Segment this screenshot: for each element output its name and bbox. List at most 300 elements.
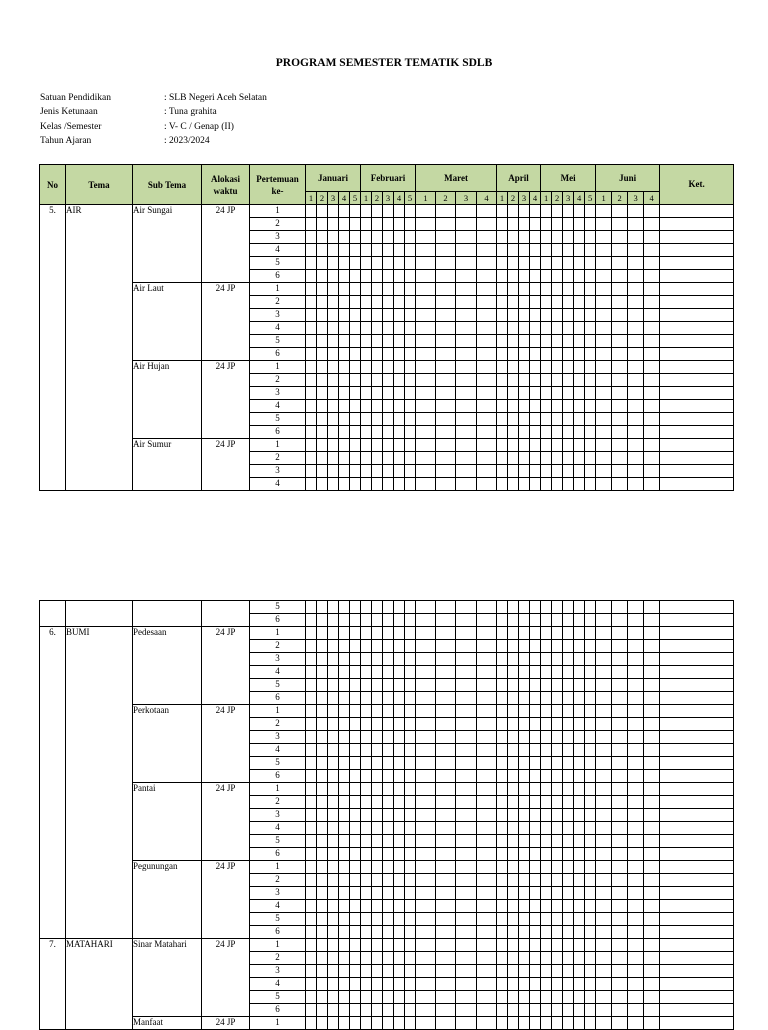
week-cell	[416, 400, 436, 413]
week-cell	[508, 718, 519, 731]
week-cell	[383, 1017, 394, 1030]
week-cell	[405, 348, 416, 361]
week-cell	[574, 900, 585, 913]
week-cell	[477, 770, 497, 783]
week-number: 2	[436, 192, 456, 205]
week-cell	[306, 478, 317, 491]
week-cell	[328, 218, 339, 231]
week-cell	[541, 400, 552, 413]
ket-cell	[660, 991, 734, 1004]
week-cell	[436, 731, 456, 744]
week-cell	[497, 283, 508, 296]
week-cell	[530, 374, 541, 387]
week-cell	[574, 465, 585, 478]
week-cell	[508, 900, 519, 913]
week-cell	[394, 679, 405, 692]
week-cell	[361, 257, 372, 270]
week-cell	[519, 666, 530, 679]
week-cell	[383, 731, 394, 744]
week-cell	[339, 1004, 350, 1017]
week-cell	[552, 400, 563, 413]
week-number: 1	[306, 192, 317, 205]
week-cell	[596, 796, 612, 809]
week-cell	[372, 426, 383, 439]
week-cell	[383, 861, 394, 874]
week-cell	[596, 822, 612, 835]
meeting-number: 5	[250, 413, 306, 426]
meeting-number: 3	[250, 809, 306, 822]
week-cell	[317, 270, 328, 283]
week-cell	[612, 679, 628, 692]
week-cell	[477, 978, 497, 991]
week-cell	[541, 283, 552, 296]
week-cell	[350, 205, 361, 218]
week-cell	[372, 452, 383, 465]
week-cell	[628, 283, 644, 296]
week-cell	[530, 1017, 541, 1030]
week-cell	[541, 692, 552, 705]
week-cell	[361, 913, 372, 926]
week-cell	[394, 718, 405, 731]
week-cell	[394, 887, 405, 900]
week-cell	[317, 783, 328, 796]
week-cell	[350, 978, 361, 991]
week-cell	[383, 653, 394, 666]
meeting-number: 6	[250, 1004, 306, 1017]
week-cell	[350, 692, 361, 705]
week-cell	[628, 270, 644, 283]
week-cell	[644, 1004, 660, 1017]
week-cell	[552, 322, 563, 335]
week-cell	[596, 913, 612, 926]
week-cell	[339, 796, 350, 809]
week-cell	[563, 692, 574, 705]
week-cell	[394, 952, 405, 965]
week-cell	[405, 705, 416, 718]
week-cell	[306, 900, 317, 913]
week-cell	[306, 601, 317, 614]
week-cell	[339, 757, 350, 770]
week-cell	[563, 666, 574, 679]
week-cell	[508, 1017, 519, 1030]
week-cell	[612, 426, 628, 439]
week-cell	[519, 952, 530, 965]
week-cell	[405, 900, 416, 913]
ket-cell	[660, 692, 734, 705]
week-cell	[361, 718, 372, 731]
week-cell	[530, 296, 541, 309]
week-cell	[508, 601, 519, 614]
week-cell	[541, 439, 552, 452]
week-cell	[585, 757, 596, 770]
meeting-number: 4	[250, 978, 306, 991]
week-cell	[416, 361, 436, 374]
week-cell	[383, 809, 394, 822]
week-cell	[596, 679, 612, 692]
week-cell	[508, 926, 519, 939]
week-cell	[552, 822, 563, 835]
week-cell	[508, 952, 519, 965]
week-cell	[416, 465, 436, 478]
meeting-number: 2	[250, 452, 306, 465]
week-cell	[519, 309, 530, 322]
week-cell	[552, 387, 563, 400]
week-number: 3	[328, 192, 339, 205]
ket-cell	[660, 205, 734, 218]
week-cell	[519, 913, 530, 926]
week-cell	[508, 731, 519, 744]
week-cell	[644, 900, 660, 913]
week-cell	[339, 361, 350, 374]
week-cell	[306, 939, 317, 952]
meeting-number: 5	[250, 991, 306, 1004]
meeting-number: 4	[250, 478, 306, 491]
week-cell	[574, 361, 585, 374]
week-cell	[497, 900, 508, 913]
week-cell	[317, 926, 328, 939]
week-cell	[574, 874, 585, 887]
week-cell	[339, 640, 350, 653]
week-cell	[372, 926, 383, 939]
week-cell	[456, 978, 477, 991]
week-cell	[436, 296, 456, 309]
week-cell	[519, 374, 530, 387]
week-cell	[574, 614, 585, 627]
week-cell	[436, 218, 456, 231]
week-cell	[519, 770, 530, 783]
week-cell	[436, 679, 456, 692]
week-cell	[350, 400, 361, 413]
week-cell	[436, 361, 456, 374]
week-cell	[394, 296, 405, 309]
week-cell	[317, 692, 328, 705]
week-cell	[383, 627, 394, 640]
week-cell	[541, 374, 552, 387]
week-cell	[361, 835, 372, 848]
week-cell	[628, 296, 644, 309]
week-cell	[552, 757, 563, 770]
week-cell	[306, 653, 317, 666]
week-cell	[596, 244, 612, 257]
week-cell	[477, 653, 497, 666]
week-cell	[350, 913, 361, 926]
week-cell	[574, 770, 585, 783]
week-cell	[372, 809, 383, 822]
week-cell	[628, 413, 644, 426]
week-cell	[497, 653, 508, 666]
week-cell	[394, 413, 405, 426]
week-cell	[477, 809, 497, 822]
week-cell	[477, 614, 497, 627]
alokasi-value	[202, 601, 250, 627]
week-cell	[574, 601, 585, 614]
week-cell	[612, 692, 628, 705]
info-block	[40, 91, 267, 148]
week-cell	[530, 614, 541, 627]
week-cell	[644, 218, 660, 231]
week-cell	[405, 653, 416, 666]
week-cell	[612, 666, 628, 679]
week-cell	[574, 257, 585, 270]
week-cell	[383, 783, 394, 796]
meeting-row	[40, 627, 734, 640]
week-cell	[563, 244, 574, 257]
week-cell	[394, 465, 405, 478]
week-cell	[328, 978, 339, 991]
week-cell	[585, 601, 596, 614]
week-cell	[552, 744, 563, 757]
week-cell	[405, 692, 416, 705]
week-cell	[519, 653, 530, 666]
week-cell	[530, 640, 541, 653]
week-cell	[644, 205, 660, 218]
week-cell	[508, 205, 519, 218]
week-cell	[585, 400, 596, 413]
week-cell	[612, 1017, 628, 1030]
week-cell	[552, 244, 563, 257]
week-cell	[416, 783, 436, 796]
meeting-row	[40, 439, 734, 452]
week-cell	[530, 913, 541, 926]
week-cell	[416, 205, 436, 218]
week-cell	[644, 965, 660, 978]
week-cell	[612, 848, 628, 861]
week-cell	[416, 627, 436, 640]
week-cell	[350, 653, 361, 666]
week-cell	[574, 640, 585, 653]
week-cell	[612, 270, 628, 283]
week-cell	[508, 387, 519, 400]
week-cell	[552, 783, 563, 796]
ket-cell	[660, 861, 734, 874]
week-cell	[317, 283, 328, 296]
week-cell	[563, 809, 574, 822]
week-cell	[317, 640, 328, 653]
week-cell	[350, 413, 361, 426]
week-cell	[552, 452, 563, 465]
week-cell	[317, 835, 328, 848]
week-cell	[644, 231, 660, 244]
week-cell	[519, 614, 530, 627]
week-cell	[519, 887, 530, 900]
week-cell	[328, 991, 339, 1004]
week-cell	[552, 231, 563, 244]
week-cell	[644, 653, 660, 666]
week-cell	[339, 244, 350, 257]
week-cell	[436, 926, 456, 939]
week-cell	[644, 757, 660, 770]
week-cell	[416, 244, 436, 257]
subtheme-name: Pedesaan	[133, 627, 202, 705]
week-cell	[350, 666, 361, 679]
week-cell	[394, 692, 405, 705]
week-cell	[394, 283, 405, 296]
week-cell	[612, 205, 628, 218]
week-cell	[306, 296, 317, 309]
week-cell	[383, 231, 394, 244]
week-cell	[477, 400, 497, 413]
meeting-number: 4	[250, 400, 306, 413]
week-cell	[628, 835, 644, 848]
week-cell	[552, 1004, 563, 1017]
week-cell	[596, 640, 612, 653]
week-cell	[394, 400, 405, 413]
week-cell	[644, 848, 660, 861]
week-cell	[519, 835, 530, 848]
week-cell	[596, 887, 612, 900]
week-cell	[394, 627, 405, 640]
week-cell	[596, 601, 612, 614]
week-cell	[416, 822, 436, 835]
week-cell	[508, 231, 519, 244]
week-cell	[563, 770, 574, 783]
week-cell	[306, 731, 317, 744]
week-cell	[361, 809, 372, 822]
week-cell	[574, 705, 585, 718]
week-cell	[339, 783, 350, 796]
week-cell	[383, 978, 394, 991]
week-cell	[456, 991, 477, 1004]
week-cell	[339, 952, 350, 965]
week-cell	[456, 1004, 477, 1017]
week-cell	[596, 926, 612, 939]
week-cell	[477, 913, 497, 926]
week-cell	[405, 322, 416, 335]
week-cell	[436, 978, 456, 991]
week-cell	[456, 205, 477, 218]
week-cell	[628, 796, 644, 809]
week-cell	[552, 296, 563, 309]
week-cell	[339, 348, 350, 361]
week-cell	[372, 309, 383, 322]
week-cell	[530, 309, 541, 322]
week-cell	[317, 296, 328, 309]
week-cell	[477, 679, 497, 692]
week-cell	[585, 965, 596, 978]
ket-cell	[660, 705, 734, 718]
week-cell	[596, 770, 612, 783]
week-cell	[405, 465, 416, 478]
week-cell	[394, 426, 405, 439]
week-cell	[541, 757, 552, 770]
week-cell	[552, 465, 563, 478]
week-cell	[350, 309, 361, 322]
week-cell	[436, 848, 456, 861]
week-cell	[552, 991, 563, 1004]
week-cell	[596, 952, 612, 965]
week-cell	[361, 822, 372, 835]
program-table-page-1	[39, 164, 734, 491]
week-cell	[596, 718, 612, 731]
week-cell	[456, 887, 477, 900]
week-cell	[328, 205, 339, 218]
week-cell	[519, 861, 530, 874]
week-cell	[339, 627, 350, 640]
week-cell	[361, 361, 372, 374]
week-cell	[477, 965, 497, 978]
week-cell	[519, 478, 530, 491]
week-cell	[372, 640, 383, 653]
week-cell	[383, 757, 394, 770]
meeting-number: 3	[250, 653, 306, 666]
week-cell	[350, 465, 361, 478]
week-cell	[530, 666, 541, 679]
week-cell	[563, 848, 574, 861]
week-cell	[306, 965, 317, 978]
meeting-number: 6	[250, 614, 306, 627]
week-cell	[306, 231, 317, 244]
week-cell	[339, 887, 350, 900]
week-cell	[339, 452, 350, 465]
week-cell	[477, 361, 497, 374]
week-cell	[394, 1017, 405, 1030]
week-cell	[394, 822, 405, 835]
week-cell	[394, 348, 405, 361]
info-value: : SLB Negeri Aceh Selatan	[164, 93, 267, 103]
ket-cell	[660, 926, 734, 939]
week-cell	[361, 231, 372, 244]
week-cell	[372, 913, 383, 926]
week-cell	[394, 601, 405, 614]
week-cell	[372, 770, 383, 783]
meeting-number: 1	[250, 439, 306, 452]
week-cell	[350, 939, 361, 952]
week-cell	[497, 783, 508, 796]
week-cell	[563, 1004, 574, 1017]
ket-cell	[660, 900, 734, 913]
week-cell	[477, 465, 497, 478]
week-cell	[552, 426, 563, 439]
week-cell	[317, 218, 328, 231]
week-cell	[416, 965, 436, 978]
week-cell	[456, 270, 477, 283]
week-cell	[612, 439, 628, 452]
week-cell	[328, 640, 339, 653]
week-cell	[497, 601, 508, 614]
ket-cell	[660, 270, 734, 283]
week-cell	[574, 822, 585, 835]
week-cell	[339, 1017, 350, 1030]
week-cell	[519, 874, 530, 887]
week-cell	[394, 991, 405, 1004]
week-cell	[436, 705, 456, 718]
meeting-number: 4	[250, 322, 306, 335]
ket-cell	[660, 939, 734, 952]
week-cell	[497, 718, 508, 731]
week-cell	[541, 653, 552, 666]
week-cell	[317, 796, 328, 809]
week-cell	[317, 991, 328, 1004]
week-cell	[394, 218, 405, 231]
week-cell	[574, 796, 585, 809]
week-cell	[350, 361, 361, 374]
week-cell	[372, 653, 383, 666]
week-number: 3	[456, 192, 477, 205]
week-cell	[519, 231, 530, 244]
week-cell	[508, 465, 519, 478]
week-cell	[596, 965, 612, 978]
week-cell	[416, 653, 436, 666]
week-cell	[541, 244, 552, 257]
week-cell	[477, 744, 497, 757]
week-cell	[541, 705, 552, 718]
week-cell	[456, 309, 477, 322]
week-cell	[530, 335, 541, 348]
week-cell	[328, 614, 339, 627]
week-cell	[530, 731, 541, 744]
week-cell	[317, 757, 328, 770]
week-cell	[644, 640, 660, 653]
